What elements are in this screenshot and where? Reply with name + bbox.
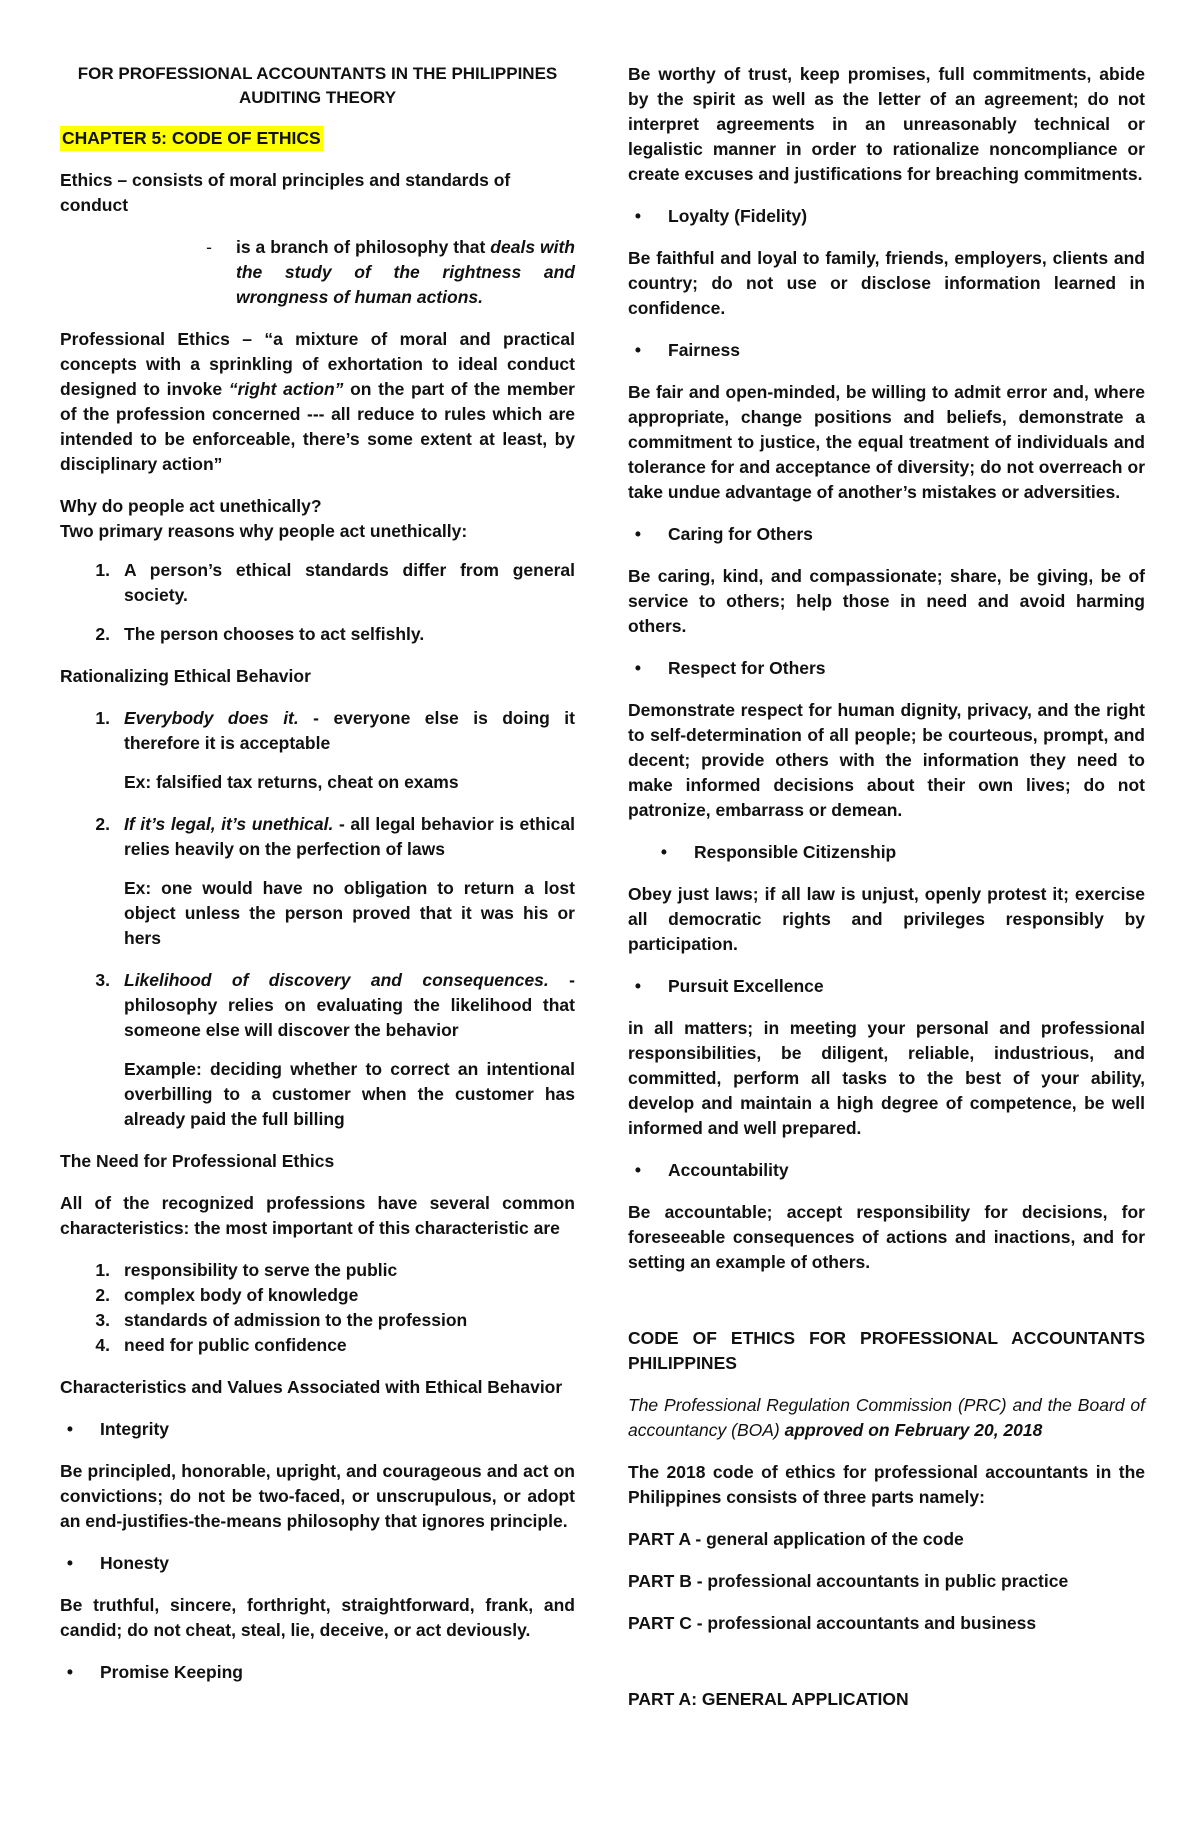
list-number: 1. xyxy=(95,1260,110,1280)
part-label: PART A xyxy=(628,1529,691,1549)
value-bullet xyxy=(60,1660,575,1685)
title-line-2: AUDITING THEORY xyxy=(238,88,397,107)
code-intro: The 2018 code of ethics for professional accountants in the Philippines consists of three parts namely: xyxy=(628,1462,1145,1507)
title-line-1: FOR PROFESSIONAL ACCOUNTANTS IN THE PHILIPPINES xyxy=(77,64,558,83)
list-text: responsibility to serve the public xyxy=(124,1260,398,1280)
professional-ethics-text-1: – “a mixture of moral and practical concepts with a sprinkling of exhortation to ideal conduct designed to invoke xyxy=(60,329,576,399)
value-description: Be faithful and loyal to family, friends, employers, clients and country; do not use or disclose information learned in confidence. xyxy=(628,248,1145,318)
part-label: PART B xyxy=(628,1571,692,1591)
bullet-icon: • xyxy=(634,524,642,544)
value-bullet xyxy=(628,1158,1145,1183)
list-number: 2. xyxy=(95,1285,110,1305)
list-text: The person chooses to act selfishly. xyxy=(124,624,425,644)
reasons-list xyxy=(60,558,575,647)
why-unethical-block xyxy=(60,494,575,544)
value-description: Be principled, honorable, upright, and courageous and act on convictions; do not be two-faced, or unscrupulous, or adopt an end-justifies-the-means philosophy that ignores principle. xyxy=(60,1461,575,1531)
ethics-sub-definition xyxy=(60,235,575,310)
bullet-icon: • xyxy=(66,1553,74,1573)
bullet-icon: • xyxy=(660,842,668,862)
value-description: Obey just laws; if all law is unjust, openly protest it; exercise all democratic rights and privileges responsibly by participation. xyxy=(628,884,1145,954)
rationalization-title: If it’s legal, it’s unethical. xyxy=(124,814,334,834)
list-number: 1. xyxy=(95,560,110,580)
value-name: Promise Keeping xyxy=(100,1662,243,1682)
list-number: 2. xyxy=(95,814,110,834)
rationalization-text: - philosophy relies on evaluating the likelihood that someone else will discover the behavior xyxy=(124,970,575,1040)
value-bullet xyxy=(628,338,1145,363)
left-column xyxy=(60,62,575,1702)
list-item xyxy=(60,1258,575,1283)
rationalizing-list xyxy=(60,706,575,1132)
document-title xyxy=(60,62,575,110)
list-number: 3. xyxy=(95,1310,110,1330)
value-name: Integrity xyxy=(100,1419,170,1439)
need-heading: The Need for Professional Ethics xyxy=(60,1151,335,1171)
rationalization-example: Ex: one would have no obligation to return a lost object unless the person proved that it was his or hers xyxy=(124,878,575,948)
need-list xyxy=(60,1258,575,1358)
value-name: Accountability xyxy=(668,1160,789,1180)
list-item xyxy=(60,622,575,647)
approval-statement xyxy=(628,1393,1145,1443)
value-bullet xyxy=(628,974,1145,999)
why-question: Why do people act unethically? xyxy=(60,496,322,516)
value-bullet xyxy=(628,522,1145,547)
bullet-icon: • xyxy=(634,340,642,360)
part-item xyxy=(628,1611,1145,1636)
professional-ethics-term: Professional Ethics xyxy=(60,329,230,349)
rationalizing-heading: Rationalizing Ethical Behavior xyxy=(60,666,311,686)
value-name: Responsible Citizenship xyxy=(694,842,897,862)
value-name: Honesty xyxy=(100,1553,170,1573)
bullet-icon: • xyxy=(66,1419,74,1439)
list-text: standards of admission to the profession xyxy=(124,1310,468,1330)
value-name: Caring for Others xyxy=(668,524,813,544)
spacer xyxy=(628,1653,1145,1687)
ethics-definition: Ethics – consists of moral principles and standards of conduct xyxy=(60,170,511,215)
need-intro: All of the recognized professions have several common characteristics: the most important of this characteristic are xyxy=(60,1193,575,1238)
list-number: 4. xyxy=(95,1335,110,1355)
bullet-icon: • xyxy=(634,1160,642,1180)
list-item xyxy=(60,812,575,862)
value-name: Fairness xyxy=(668,340,740,360)
value-description: Be caring, kind, and compassionate; share, be giving, be of service to others; help those in need and avoid harming others. xyxy=(628,566,1145,636)
list-number: 2. xyxy=(95,624,110,644)
list-item xyxy=(60,1333,575,1358)
value-name: Loyalty (Fidelity) xyxy=(668,206,808,226)
rationalization-title: Everybody does it. xyxy=(124,708,299,728)
ethics-sub-italic: deals with the study of the rightness and wrongness of human actions. xyxy=(236,237,575,307)
characteristics-heading: Characteristics and Values Associated with Ethical Behavior xyxy=(60,1377,563,1397)
rationalization-title: Likelihood of discovery and consequences. xyxy=(124,970,549,990)
approval-text: The Professional Regulation Commission (PRC) and the Board of accountancy (BOA) xyxy=(628,1395,1145,1440)
value-description: Be truthful, sincere, forthright, straightforward, frank, and candid; do not cheat, steal, lie, deceive, or act deviously. xyxy=(60,1595,575,1640)
part-text: - professional accountants in public practice xyxy=(691,1571,1069,1591)
professional-ethics-italic: “right action” xyxy=(228,379,344,399)
value-bullet xyxy=(654,840,1145,865)
professional-ethics-definition xyxy=(60,327,575,477)
code-of-ethics-heading: CODE OF ETHICS FOR PROFESSIONAL ACCOUNTANTS PHILIPPINES xyxy=(628,1328,1145,1373)
rationalization-text: - all legal behavior is ethical relies heavily on the perfection of laws xyxy=(124,814,575,859)
part-a-heading: PART A: GENERAL APPLICATION xyxy=(628,1689,909,1709)
approval-date: approved on February 20, 2018 xyxy=(784,1420,1043,1440)
professional-ethics-text-2: on the part of the member of the profession concerned --- all reduce to rules which are intended to be enforceable, there’s some extent at least, by disciplinary action” xyxy=(60,379,575,474)
value-bullet xyxy=(628,656,1145,681)
part-label: PART C xyxy=(628,1613,692,1633)
value-bullet xyxy=(60,1551,575,1576)
right-column xyxy=(628,62,1145,1729)
part-text: - general application of the code xyxy=(690,1529,964,1549)
part-item xyxy=(628,1527,1145,1552)
dash-marker: - xyxy=(206,237,212,257)
value-name: Pursuit Excellence xyxy=(668,976,824,996)
list-text: A person’s ethical standards differ from general society. xyxy=(124,560,575,605)
bullet-icon: • xyxy=(66,1662,74,1682)
bullet-icon: • xyxy=(634,976,642,996)
value-description: Be accountable; accept responsibility for decisions, for foreseeable consequences of actions and inactions, and for setting an example of others. xyxy=(628,1202,1145,1272)
value-description: Demonstrate respect for human dignity, privacy, and the right to self-determination of all people; be courteous, prompt, and decent; provide others with the information they need to make informed decisions about their own lives; do not patronize, embarrass or demean. xyxy=(628,700,1145,820)
value-bullet xyxy=(628,204,1145,229)
chapter-heading: CHAPTER 5: CODE OF ETHICS xyxy=(60,126,323,151)
bullet-icon: • xyxy=(634,658,642,678)
list-text: need for public confidence xyxy=(124,1335,347,1355)
list-number: 3. xyxy=(95,970,110,990)
list-text: complex body of knowledge xyxy=(124,1285,359,1305)
rationalization-example: Ex: falsified tax returns, cheat on exams xyxy=(124,772,459,792)
spacer xyxy=(628,1292,1145,1326)
list-number: 1. xyxy=(95,708,110,728)
why-intro: Two primary reasons why people act unethically: xyxy=(60,521,468,541)
value-description: in all matters; in meeting your personal and professional responsibilities, be diligent, reliable, industrious, and committed, perform all tasks to the best of your ability, develop and maintain a high degree of competence, be well informed and well prepared. xyxy=(628,1018,1145,1138)
part-item xyxy=(628,1569,1145,1594)
list-item xyxy=(60,1308,575,1333)
list-item xyxy=(60,706,575,756)
bullet-icon: • xyxy=(634,206,642,226)
rationalization-example: Example: deciding whether to correct an intentional overbilling to a customer when the customer has already paid the full billing xyxy=(124,1059,575,1129)
value-name: Respect for Others xyxy=(668,658,826,678)
value-description: Be fair and open-minded, be willing to admit error and, where appropriate, change positions and beliefs, demonstrate a commitment to justice, the equal treatment of individuals and tolerance for and acceptance of diversity; do not overreach or take undue advantage of another’s mistakes or adversities. xyxy=(628,382,1145,502)
ethics-sub-prefix: is a branch of philosophy that xyxy=(236,237,491,257)
part-text: - professional accountants and business xyxy=(691,1613,1037,1633)
promise-keeping-description: Be worthy of trust, keep promises, full commitments, abide by the spirit as well as the letter of an agreement; do not interpret agreements in an unreasonably technical or legalistic manner in order to rationalize noncompliance or create excuses and justifications for breaching commitments. xyxy=(628,64,1145,184)
rationalization-text: - everyone else is doing it therefore it is acceptable xyxy=(124,708,575,753)
list-item xyxy=(60,968,575,1043)
list-item xyxy=(60,1283,575,1308)
value-bullet xyxy=(60,1417,575,1442)
list-item xyxy=(60,558,575,608)
